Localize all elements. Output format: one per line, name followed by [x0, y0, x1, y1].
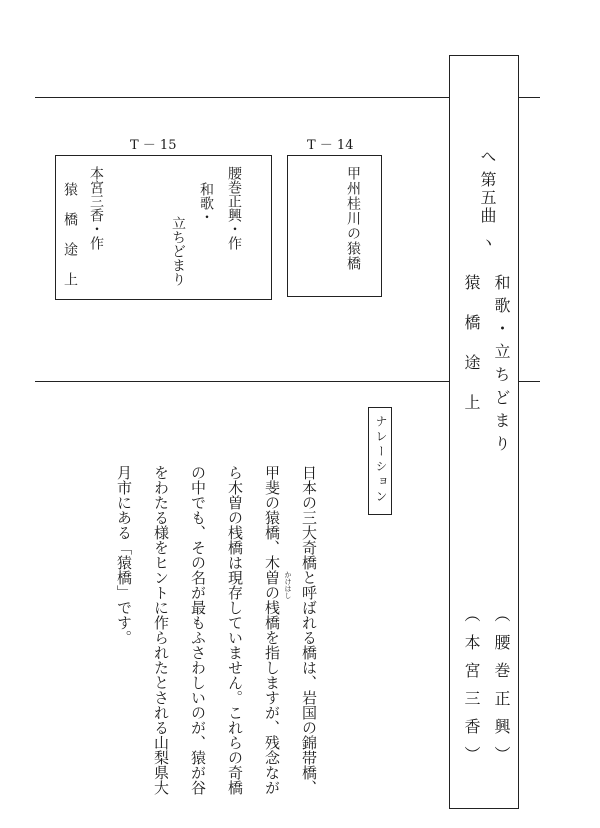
narration-label-box — [368, 407, 392, 515]
title-bracket-bottom: ヽ — [478, 234, 497, 250]
subtitle-waka: 和歌・立ちどまり — [492, 274, 511, 458]
narration-label: ナレーション — [374, 415, 388, 505]
author-koshimaki: ︵腰巻正興︶ — [492, 606, 511, 774]
card-t14-title: 甲州桂川の猿橋 — [345, 166, 361, 271]
subtitle-saruhashi: 猿橋途上 — [462, 274, 481, 434]
author-hongu: ︵本宮三香︶ — [462, 606, 481, 774]
card-t15-author-1: 腰巻正興・作 — [226, 166, 242, 250]
title-panel — [449, 55, 519, 809]
card-t15-title-1b: 立ちどまり — [170, 216, 186, 286]
narration-line-2: 甲斐の猿橋、木曽の桟橋を指しますが、残念なが — [263, 465, 281, 795]
card-t15-title-2: 猿橋途上 — [62, 182, 78, 302]
narration-line-5: をわたる様をヒントに作られたとされる山梨県大 — [152, 465, 170, 795]
card-t15-author-2: 本宮三香・作 — [88, 166, 104, 250]
card-t15-title-1a: 和歌・ — [198, 182, 214, 224]
card-t14-label: T － 14 — [307, 138, 354, 153]
narration-ruby: かけはし — [284, 571, 292, 599]
narration-line-4: の中でも、その名が最もふさわしいのが、猿が谷 — [189, 465, 207, 795]
card-t14 — [287, 155, 382, 297]
card-t15 — [55, 155, 272, 300]
card-t15-label: T － 15 — [130, 138, 177, 153]
title: 第五曲 — [478, 171, 497, 225]
narration-line-3: ら木曽の桟橋は現存していません。これらの奇橋 — [226, 465, 244, 795]
narration-line-6: 月市にある「猿橋」です。 — [115, 465, 133, 645]
narration-line-1: 日本の三大奇橋と呼ばれる橋は、岩国の錦帯橋、 — [300, 465, 318, 795]
title-bracket-top: へ — [478, 148, 497, 164]
